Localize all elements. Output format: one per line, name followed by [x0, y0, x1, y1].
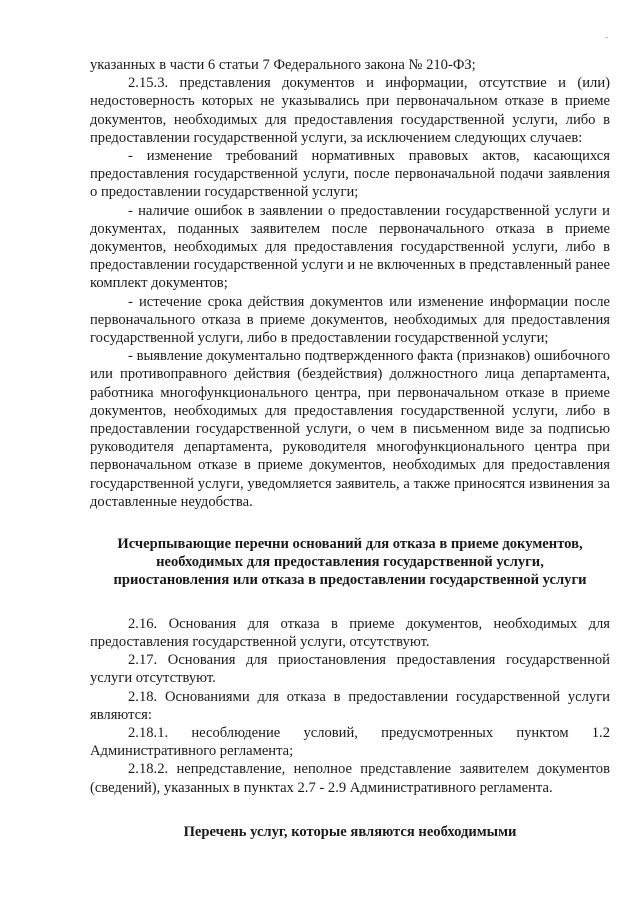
list-item-application-errors: - наличие ошибок в заявлении о предоставлении государственной услуги и документах, поданных заявителем после первоначального отказа в приеме документов, необходимых для предоставления государственной услуги, либо в предоставлении государственной услуги и не включенных в представленный ранее комплект документов; — [90, 202, 610, 292]
paragraph-2-17: 2.17. Основания для приостановления предоставления государственной услуги отсутствуют. — [90, 652, 610, 687]
document-body — [90, 56, 610, 841]
paragraph-2-18-1: 2.18.1. несоблюдение условий, предусмотренных пунктом 1.2 Административного регламента; — [90, 724, 610, 760]
section-heading-refusal-grounds: Исчерпывающие перечни оснований для отказа в приеме документов, необходимых для предоставления государственной услуги, приостановления или отказа в предоставлении государственной услуги — [113, 536, 587, 589]
list-item-requirements-change: - изменение требований нормативных правовых актов, касающихся предоставления государственной услуги, после первоначальной подачи заявления о предоставлении государственной услуги; — [90, 148, 610, 201]
paragraph-2-18: 2.18. Основаниями для отказа в предоставлении государственной услуги являются: — [90, 688, 610, 723]
list-item-wrongful-action: - выявление документально подтвержденного факта (признаков) ошибочного или противоправного действия (бездействия) должностного лица департамента, работника многофункционального центра, при первоначальном отказе в приеме документов, необходимых для предоставления государственной услуги, либо в предоставлении государственной услуги, о чем в письменном виде за подписью руководителя департамента, руководителя многофункционального центра при первоначальном отказе в приеме документов, необходимых для предоставления государственной услуги, уведомляется заявитель, а также приносятся извинения за доставленные неудобства. — [90, 348, 610, 510]
scan-speck — [605, 37, 608, 38]
section-heading-required-services: Перечень услуг, которые являются необходимыми — [183, 823, 517, 840]
paragraph-2-18-2: 2.18.2. непредставление, неполное представление заявителем документов (сведений), указанных в пунктах 2.7 - 2.9 Административного регламента. — [90, 761, 610, 796]
paragraph-2-16: 2.16. Основания для отказа в приеме документов, необходимых для предоставления государственной услуги, отсутствуют. — [90, 615, 610, 650]
list-item-document-expiry: - истечение срока действия документов или изменение информации после первоначального отказа в приеме документов, необходимых для предоставления государственной услуги, либо в предоставлении государственной услуги; — [90, 293, 610, 347]
paragraph-continuation: указанных в части 6 статьи 7 Федерального закона № 210-ФЗ; — [90, 57, 476, 73]
paragraph-2-15-3: 2.15.3. представления документов и информации, отсутствие и (или) недостоверность которых не указывались при первоначальном отказе в приеме документов, необходимых для предоставления государственной услуги, либо в предоставлении государственной услуги, за исключением следующих случаев: — [90, 75, 610, 146]
